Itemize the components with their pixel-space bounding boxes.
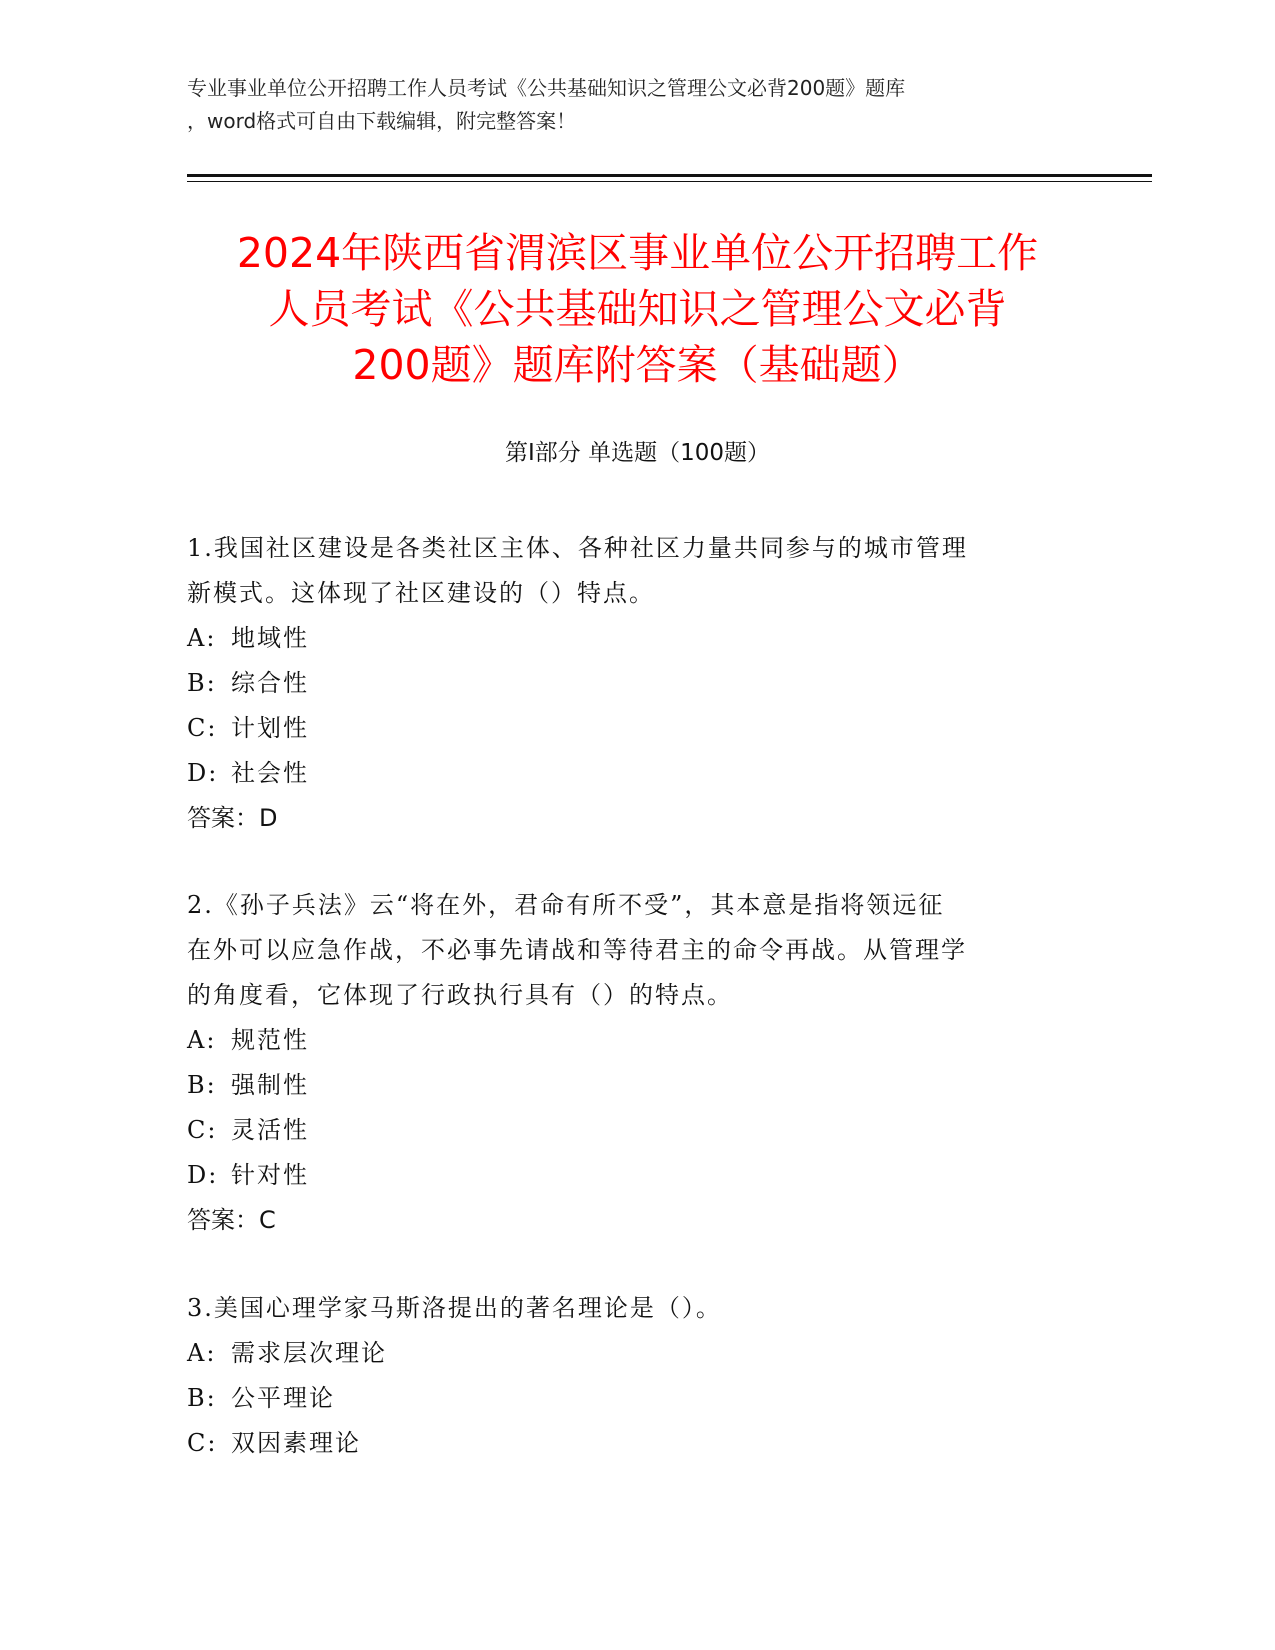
- header-divider-thick: [187, 174, 1152, 177]
- question-stem-line: 的角度看，它体现了行政执行具有（）的特点。: [187, 981, 733, 1009]
- option-letter: B:: [187, 1384, 217, 1412]
- option-letter: A:: [187, 1026, 217, 1054]
- option-a: [187, 1331, 1067, 1376]
- question-2: [187, 883, 1067, 1243]
- option-c: [187, 706, 1067, 751]
- section-heading: 第Ⅰ部分 单选题（100题）: [505, 440, 770, 466]
- option-text: 公平理论: [231, 1384, 335, 1412]
- document-title: [150, 225, 1125, 393]
- option-letter: D:: [187, 1161, 219, 1189]
- answer-line: 答案：C: [187, 1206, 276, 1234]
- option-text: 需求层次理论: [231, 1339, 387, 1367]
- option-c: [187, 1421, 1067, 1466]
- header-note-line-2: ，word格式可自由下载编辑，附完整答案！: [187, 109, 577, 133]
- option-text: 强制性: [231, 1071, 309, 1099]
- question-stem: [187, 883, 1067, 1018]
- option-a: [187, 616, 1067, 661]
- option-letter: D:: [187, 759, 219, 787]
- option-text: 综合性: [231, 669, 309, 697]
- option-a: [187, 1018, 1067, 1063]
- option-text: 灵活性: [231, 1116, 309, 1144]
- option-letter: A:: [187, 624, 217, 652]
- question-stem: [187, 1286, 1067, 1331]
- option-b: [187, 1063, 1067, 1108]
- option-letter: C:: [187, 1116, 218, 1144]
- question-stem-line: 在外可以应急作战，不必事先请战和等待君主的命令再战。从管理学: [187, 936, 967, 964]
- option-text: 地域性: [231, 624, 309, 652]
- option-text: 规范性: [231, 1026, 309, 1054]
- header-divider-thin: [187, 181, 1152, 182]
- header-note-line-1: 专业事业单位公开招聘工作人员考试《公共基础知识之管理公文必背200题》题库: [187, 76, 906, 100]
- option-text: 双因素理论: [231, 1429, 361, 1457]
- question-stem: [187, 526, 1067, 616]
- option-d: [187, 751, 1067, 796]
- document-title-line-3: 200题》题库附答案（基础题）: [352, 341, 923, 389]
- option-b: [187, 661, 1067, 706]
- option-b: [187, 1376, 1067, 1421]
- option-letter: B:: [187, 669, 217, 697]
- option-c: [187, 1108, 1067, 1153]
- header-note: [187, 72, 1087, 138]
- option-d: [187, 1153, 1067, 1198]
- question-stem-line: 3.美国心理学家马斯洛提出的著名理论是（）。: [187, 1294, 722, 1322]
- document-title-line-2: 人员考试《公共基础知识之管理公文必背: [268, 285, 1007, 333]
- question-stem-line: 新模式。这体现了社区建设的（）特点。: [187, 579, 655, 607]
- question-3: [187, 1286, 1067, 1466]
- option-text: 社会性: [231, 759, 309, 787]
- question-stem-line: 2.《孙子兵法》云“将在外，君命有所不受”，其本意是指将领远征: [187, 891, 945, 919]
- question-1: [187, 526, 1067, 841]
- answer-line: 答案：D: [187, 804, 278, 832]
- option-text: 计划性: [231, 714, 309, 742]
- option-letter: A:: [187, 1339, 217, 1367]
- option-letter: B:: [187, 1071, 217, 1099]
- option-letter: C:: [187, 1429, 218, 1457]
- option-letter: C:: [187, 714, 218, 742]
- question-stem-line: 1.我国社区建设是各类社区主体、各种社区力量共同参与的城市管理: [187, 534, 968, 562]
- document-title-line-1: 2024年陕西省渭滨区事业单位公开招聘工作: [236, 229, 1039, 277]
- option-text: 针对性: [231, 1161, 309, 1189]
